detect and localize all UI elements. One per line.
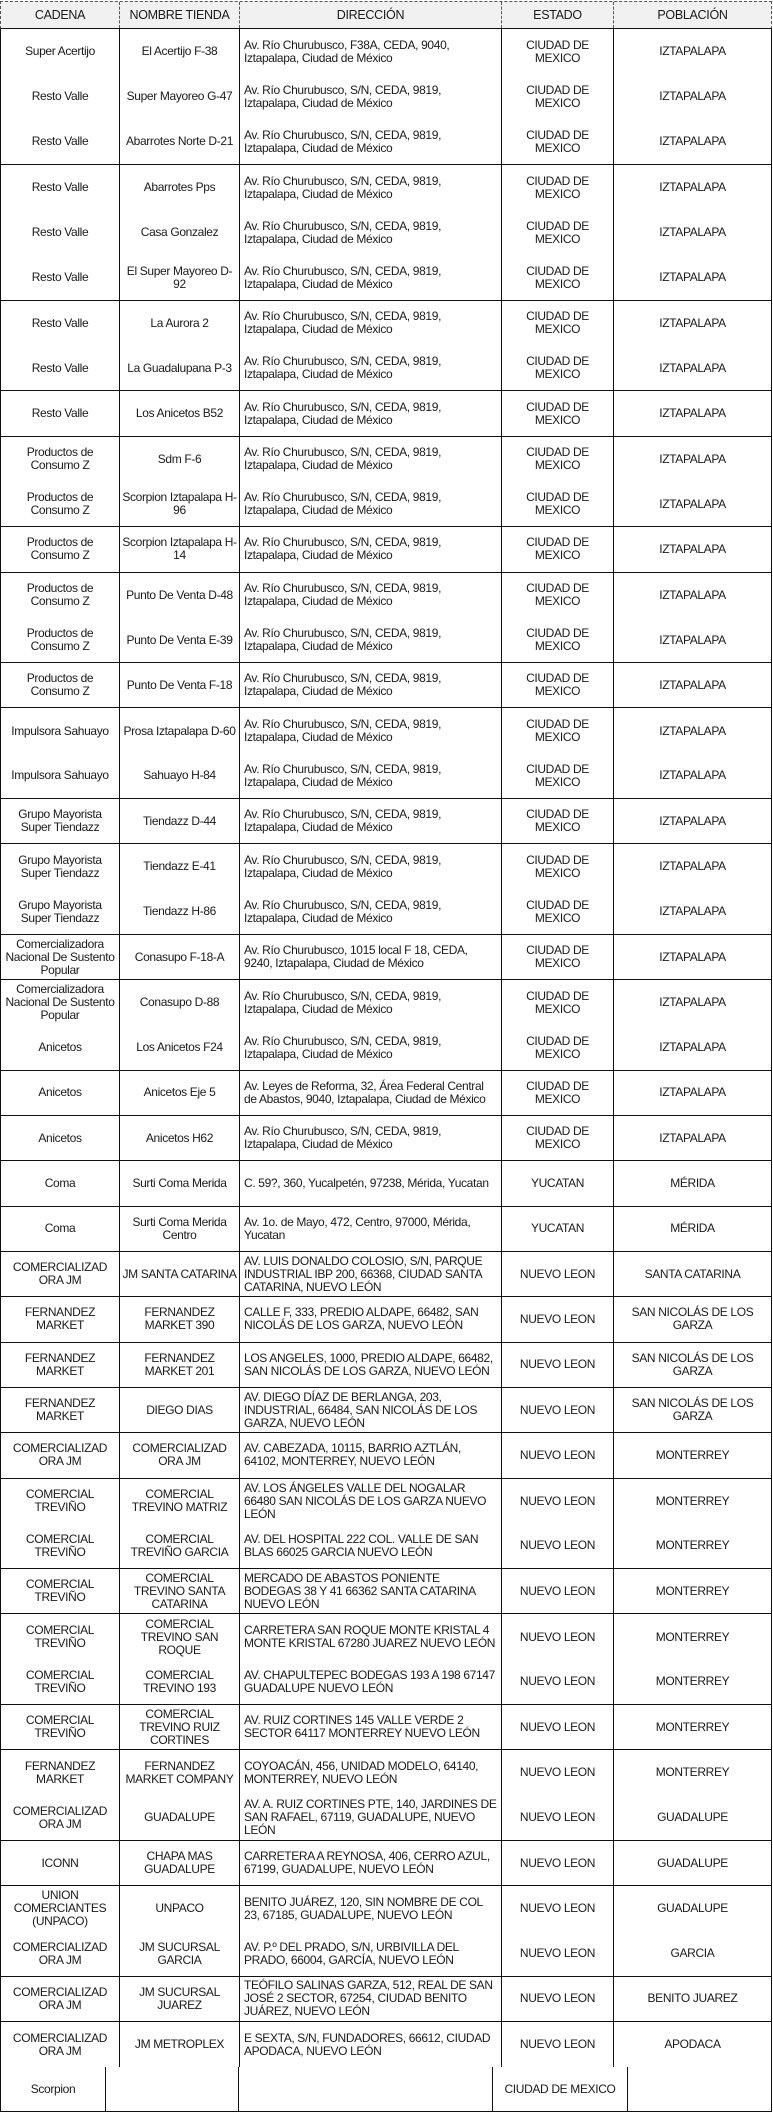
cell-estado: CIUDAD DE MEXICO <box>502 1026 614 1070</box>
cell-estado: CIUDAD DE MEXICO <box>502 573 614 618</box>
cell-estado: CIUDAD DE MEXICO <box>502 74 614 119</box>
cell-poblacion: MONTERREY <box>655 1583 730 1598</box>
cell-tienda: COMERCIALIZAD ORA JM <box>120 1433 240 1477</box>
cell-direccion: Av. Río Churubusco, S/N, CEDA, 9819, Iztapalapa, Ciudad de México <box>240 799 502 843</box>
cell-estado: NUEVO LEON <box>502 1388 614 1432</box>
table-row <box>0 980 772 1025</box>
table-body <box>0 29 772 2067</box>
cell-cadena: Resto Valle <box>1 120 120 164</box>
cell-direccion: Av. Río Churubusco, S/N, CEDA, 9819, Iztapalapa, Ciudad de México <box>240 482 502 526</box>
cell-estado: NUEVO LEON <box>502 1524 614 1568</box>
table-row <box>0 754 772 799</box>
cell-cadena: Anicetos <box>1 1116 120 1160</box>
cell-tienda: Los Anicetos B52 <box>120 391 240 435</box>
cell-direccion: Av. Río Churubusco, S/N, CEDA, 9819, Iztapalapa, Ciudad de México <box>240 1116 502 1160</box>
cell-estado: NUEVO LEON <box>502 1660 614 1704</box>
cell-cadena: Anicetos <box>1 1071 120 1115</box>
table-row <box>0 1116 772 1161</box>
cell-poblacion: IZTAPALAPA <box>659 451 726 466</box>
cell-estado: NUEVO LEON <box>502 1569 614 1613</box>
table-row <box>0 1297 772 1342</box>
cell-estado: NUEVO LEON <box>502 1931 614 1975</box>
cell-estado: CIUDAD DE MEXICO <box>502 29 614 74</box>
cell-direccion: Av. Río Churubusco, S/N, CEDA, 9819, Iztapalapa, Ciudad de México <box>240 754 502 798</box>
header-poblacion: POBLACIÓN <box>657 8 728 22</box>
cell-poblacion: GARCIA <box>670 1946 715 1961</box>
table-row <box>0 1161 772 1206</box>
cell-tienda: FERNANDEZ MARKET 390 <box>120 1297 240 1341</box>
cell-poblacion: MONTERREY <box>655 1674 730 1689</box>
cell-estado: CIUDAD DE MEXICO <box>502 437 614 482</box>
cell-cadena: FERNANDEZ MARKET <box>1 1388 120 1432</box>
cell-estado: NUEVO LEON <box>502 1886 614 1931</box>
cell-poblacion: IZTAPALAPA <box>659 859 726 874</box>
cell-poblacion: IZTAPALAPA <box>659 496 726 511</box>
cell-tienda: Sdm F-6 <box>120 437 240 482</box>
table-row-last <box>0 2067 772 2112</box>
cell-tienda: Sahuayo H-84 <box>120 754 240 798</box>
cell-tienda: Anicetos Eje 5 <box>120 1071 240 1115</box>
cell-tienda: FERNANDEZ MARKET COMPANY <box>120 1750 240 1795</box>
table-row <box>0 799 772 844</box>
cell-poblacion: GUADALUPE <box>657 1901 728 1916</box>
table-row <box>0 1524 772 1569</box>
table-row <box>0 1660 772 1705</box>
stores-table <box>0 1 772 2112</box>
table-row <box>0 1750 772 1795</box>
cell-poblacion: IZTAPALAPA <box>659 89 726 104</box>
table-row <box>0 2022 772 2067</box>
cell-cadena: COMERCIAL TREVIÑO <box>1 1660 120 1704</box>
table-row <box>0 346 772 391</box>
table-row <box>0 1026 772 1071</box>
cell-poblacion: MÉRIDA <box>670 1176 715 1191</box>
cell-cadena: COMERCIALIZAD ORA JM <box>1 1931 120 1975</box>
cell-tienda: JM METROPLEX <box>120 2022 240 2067</box>
cell-poblacion: IZTAPALAPA <box>659 632 726 647</box>
cell-poblacion: BENITO JUAREZ <box>647 1991 738 2006</box>
cell-tienda: UNPACO <box>120 1886 240 1931</box>
header-estado: ESTADO <box>502 2 614 28</box>
cell-direccion: Av. Río Churubusco, S/N, CEDA, 9819, Iztapalapa, Ciudad de México <box>240 844 502 889</box>
table-row <box>0 663 772 708</box>
cell-tienda: Abarrotes Norte D-21 <box>120 120 240 164</box>
cell-poblacion: IZTAPALAPA <box>659 541 726 556</box>
cell-cadena: Productos de Consumo Z <box>1 618 120 662</box>
cell-direccion: Av. Río Churubusco, S/N, CEDA, 9819, Iztapalapa, Ciudad de México <box>240 1026 502 1070</box>
cell-estado: CIUDAD DE MEXICO <box>502 482 614 526</box>
cell-tienda: Tiendazz E-41 <box>120 844 240 889</box>
table-row <box>0 573 772 618</box>
table-row <box>0 301 772 346</box>
cell-estado: CIUDAD DE MEXICO <box>502 754 614 798</box>
cell-direccion: Av. Río Churubusco, S/N, CEDA, 9819, Iztapalapa, Ciudad de México <box>240 663 502 707</box>
cell-direccion: AV. A. RUIZ CORTINES PTE, 140, JARDINES DE SAN RAFAEL, 67119, GUADALUPE, NUEVO LEÓN <box>240 1796 502 1840</box>
table-row <box>0 1931 772 1976</box>
cell-tienda: COMERCIAL TREVINO SANTA CATARINA <box>120 1569 240 1613</box>
cell-poblacion: MONTERREY <box>655 1765 730 1780</box>
table-row <box>0 1796 772 1841</box>
cell-tienda: Scorpion Iztapalapa H-14 <box>120 527 240 571</box>
cell-tienda: Surti Coma Merida <box>120 1161 240 1205</box>
cell-estado: CIUDAD DE MEXICO <box>502 346 614 390</box>
cell-estado: NUEVO LEON <box>502 1796 614 1840</box>
cell-cadena: COMERCIAL TREVIÑO <box>1 1524 120 1568</box>
cell-cadena: COMERCIAL TREVIÑO <box>1 1705 120 1749</box>
cell-tienda: El Super Mayoreo D-92 <box>120 255 240 299</box>
cell-tienda: JM SUCURSAL GARCIA <box>120 1931 240 1975</box>
cell-tienda: La Guadalupana P-3 <box>120 346 240 390</box>
cell-cadena: Productos de Consumo Z <box>1 663 120 707</box>
cell-direccion: AV. DEL HOSPITAL 222 COL. VALLE DE SAN BLAS 66025 GARCIA NUEVO LEÓN <box>240 1524 502 1568</box>
cell-direccion: Av. Río Churubusco, S/N, CEDA, 9819, Iztapalapa, Ciudad de México <box>240 618 502 662</box>
cell-poblacion: IZTAPALAPA <box>659 587 726 602</box>
table-row <box>0 437 772 482</box>
cell-cadena: Coma <box>1 1161 120 1205</box>
cell-direccion: Av. Río Churubusco, 1015 local F 18, CEDA, 9240, Iztapalapa, Ciudad de México <box>240 935 502 979</box>
cell-estado: NUEVO LEON <box>502 1479 614 1524</box>
cell-poblacion: SAN NICOLÁS DE LOS GARZA <box>631 1305 754 1333</box>
cell-estado: CIUDAD DE MEXICO <box>502 301 614 346</box>
cell-cadena: Comercializadora Nacional De Sustento Popular <box>1 935 120 979</box>
table-row <box>0 1614 772 1659</box>
cell-estado: CIUDAD DE MEXICO <box>502 255 614 299</box>
cell-cadena: COMERCIALIZAD ORA JM <box>1 1433 120 1477</box>
table-row <box>0 527 772 572</box>
cell-cadena: COMERCIAL TREVIÑO <box>1 1479 120 1524</box>
cell-poblacion: MONTERREY <box>655 1719 730 1734</box>
cell-estado: CIUDAD DE MEXICO <box>502 527 614 571</box>
cell-cadena: COMERCIALIZAD ORA JM <box>1 1977 120 2021</box>
cell-cadena: COMERCIALIZAD ORA JM <box>1 1252 120 1296</box>
header-nombre-tienda: NOMBRE TIENDA <box>120 2 240 28</box>
cell-tienda: Super Mayoreo G-47 <box>120 74 240 119</box>
cell-poblacion: IZTAPALAPA <box>659 225 726 240</box>
cell-cadena: Impulsora Sahuayo <box>1 754 120 798</box>
cell-tienda: COMERCIAL TREVINO RUIZ CORTINES <box>120 1705 240 1749</box>
cell-poblacion: IZTAPALAPA <box>659 134 726 149</box>
table-row <box>0 165 772 210</box>
cell-poblacion: IZTAPALAPA <box>659 904 726 919</box>
cell-tienda: Punto De Venta F-18 <box>120 663 240 707</box>
table-row <box>0 935 772 980</box>
cell-estado: CIUDAD DE MEXICO <box>502 708 614 753</box>
cell-estado: NUEVO LEON <box>502 1614 614 1659</box>
cell-direccion: Av. 1o. de Mayo, 472, Centro, 97000, Mérida, Yucatan <box>240 1207 502 1251</box>
table-row <box>0 618 772 663</box>
cell-cadena: Resto Valle <box>1 301 120 346</box>
cell-estado: NUEVO LEON <box>502 1297 614 1341</box>
cell-estado: CIUDAD DE MEXICO <box>502 980 614 1025</box>
cell-cadena: COMERCIALIZAD ORA JM <box>1 1796 120 1840</box>
cell-poblacion: MONTERREY <box>655 1447 730 1462</box>
cell-direccion: Av. Río Churubusco, S/N, CEDA, 9819, Iztapalapa, Ciudad de México <box>240 120 502 164</box>
cell-direccion: Av. Río Churubusco, S/N, CEDA, 9819, Iztapalapa, Ciudad de México <box>240 255 502 299</box>
cell-estado: NUEVO LEON <box>502 1750 614 1795</box>
cell-direccion: LOS ANGELES, 1000, PREDIO ALDAPE, 66482, SAN NICOLÁS DE LOS GARZA, NUEVO LEÓN <box>240 1343 502 1387</box>
table-row <box>0 1207 772 1252</box>
table-row <box>0 1388 772 1433</box>
cell-poblacion: SANTA CATARINA <box>644 1266 741 1281</box>
table-row <box>0 890 772 935</box>
cell-poblacion: IZTAPALAPA <box>659 813 726 828</box>
cell-estado: CIUDAD DE MEXICO <box>493 2067 628 2111</box>
cell-direccion: MERCADO DE ABASTOS PONIENTE BODEGAS 38 Y 41 66362 SANTA CATARINA NUEVO LEÓN <box>240 1569 502 1613</box>
cell-tienda: COMERCIAL TREVIÑO GARCIA <box>120 1524 240 1568</box>
cell-tienda: El Acertijo F-38 <box>120 29 240 74</box>
cell-tienda: Punto De Venta D-48 <box>120 573 240 618</box>
cell-estado: NUEVO LEON <box>502 1977 614 2021</box>
cell-tienda <box>106 2067 239 2111</box>
table-row <box>0 29 772 74</box>
cell-direccion: AV. P.º DEL PRADO, S/N, URBIVILLA DEL PRADO, 66004, GARCÍA, NUEVO LEÓN <box>240 1931 502 1975</box>
cell-poblacion: IZTAPALAPA <box>659 180 726 195</box>
cell-cadena: Comercializadora Nacional De Sustento Popular <box>1 980 120 1025</box>
cell-direccion: Av. Leyes de Reforma, 32, Área Federal Central de Abastos, 9040, Iztapalapa, Ciudad de México <box>240 1071 502 1115</box>
cell-estado: CIUDAD DE MEXICO <box>502 1071 614 1115</box>
cell-direccion: Av. Río Churubusco, S/N, CEDA, 9819, Iztapalapa, Ciudad de México <box>240 165 502 210</box>
cell-tienda: Prosa Iztapalapa D-60 <box>120 708 240 753</box>
cell-poblacion: IZTAPALAPA <box>659 949 726 964</box>
cell-cadena: COMERCIAL TREVIÑO <box>1 1569 120 1613</box>
table-row <box>0 1252 772 1297</box>
table-row <box>0 844 772 889</box>
cell-cadena: COMERCIALIZAD ORA JM <box>1 2022 120 2067</box>
cell-cadena: Anicetos <box>1 1026 120 1070</box>
cell-poblacion: MONTERREY <box>655 1538 730 1553</box>
table-header <box>0 1 772 29</box>
cell-tienda: COMERCIAL TREVINO MATRIZ <box>120 1479 240 1524</box>
cell-poblacion: MONTERREY <box>655 1493 730 1508</box>
cell-direccion: Av. Río Churubusco, S/N, CEDA, 9819, Iztapalapa, Ciudad de México <box>240 437 502 482</box>
cell-poblacion: IZTAPALAPA <box>659 360 726 375</box>
cell-direccion: Av. Río Churubusco, S/N, CEDA, 9819, Iztapalapa, Ciudad de México <box>240 708 502 753</box>
table-row <box>0 120 772 165</box>
cell-tienda: JM SUCURSAL JUAREZ <box>120 1977 240 2021</box>
cell-tienda: GUADALUPE <box>120 1796 240 1840</box>
cell-direccion: Av. Río Churubusco, S/N, CEDA, 9819, Iztapalapa, Ciudad de México <box>240 301 502 346</box>
cell-tienda: CHAPA MAS GUADALUPE <box>120 1841 240 1885</box>
cell-direccion: AV. CABEZADA, 10115, BARRIO AZTLÁN, 64102, MONTERREY, NUEVO LEÓN <box>240 1433 502 1477</box>
cell-tienda: JM SANTA CATARINA <box>120 1252 240 1296</box>
table-row <box>0 1479 772 1524</box>
cell-direccion: Av. Río Churubusco, S/N, CEDA, 9819, Iztapalapa, Ciudad de México <box>240 890 502 934</box>
cell-direccion: C. 59?, 360, Yucalpetén, 97238, Mérida, Yucatan <box>240 1161 502 1205</box>
table-row <box>0 1841 772 1886</box>
cell-direccion: CARRETERA SAN ROQUE MONTE KRISTAL 4 MONTE KRISTAL 67280 JUAREZ NUEVO LEÓN <box>240 1614 502 1659</box>
cell-poblacion: IZTAPALAPA <box>659 768 726 783</box>
cell-poblacion: IZTAPALAPA <box>659 1130 726 1145</box>
cell-estado: CIUDAD DE MEXICO <box>502 165 614 210</box>
cell-direccion: CALLE F, 333, PREDIO ALDAPE, 66482, SAN NICOLÁS DE LOS GARZA, NUEVO LEÓN <box>240 1297 502 1341</box>
cell-cadena: Productos de Consumo Z <box>1 482 120 526</box>
cell-tienda: Conasupo F-18-A <box>120 935 240 979</box>
cell-estado: CIUDAD DE MEXICO <box>502 120 614 164</box>
cell-poblacion: IZTAPALAPA <box>659 406 726 421</box>
cell-cadena: COMERCIAL TREVIÑO <box>1 1614 120 1659</box>
table-row <box>0 1569 772 1614</box>
cell-direccion: Av. Río Churubusco, S/N, CEDA, 9819, Iztapalapa, Ciudad de México <box>240 527 502 571</box>
cell-direccion: E SEXTA, S/N, FUNDADORES, 66612, CIUDAD APODACA, NUEVO LEÓN <box>240 2022 502 2067</box>
cell-cadena: Grupo Mayorista Super Tiendazz <box>1 890 120 934</box>
cell-tienda: Abarrotes Pps <box>120 165 240 210</box>
cell-cadena: Scorpion <box>1 2067 106 2111</box>
cell-poblacion: IZTAPALAPA <box>659 723 726 738</box>
cell-cadena: Productos de Consumo Z <box>1 527 120 571</box>
cell-cadena: Resto Valle <box>1 255 120 299</box>
cell-cadena: Resto Valle <box>1 346 120 390</box>
cell-direccion: BENITO JUÁREZ, 120, SIN NOMBRE DE COL 23, 67185, GUADALUPE, NUEVO LEÓN <box>240 1886 502 1931</box>
cell-cadena: Resto Valle <box>1 165 120 210</box>
table-row <box>0 1705 772 1750</box>
table-row <box>0 74 772 119</box>
cell-estado: CIUDAD DE MEXICO <box>502 844 614 889</box>
cell-tienda: Anicetos H62 <box>120 1116 240 1160</box>
cell-estado: CIUDAD DE MEXICO <box>502 799 614 843</box>
cell-direccion <box>239 2067 493 2111</box>
cell-poblacion: IZTAPALAPA <box>659 270 726 285</box>
table-row <box>0 391 772 436</box>
cell-cadena: FERNANDEZ MARKET <box>1 1343 120 1387</box>
cell-cadena: Resto Valle <box>1 74 120 119</box>
cell-poblacion: IZTAPALAPA <box>659 677 726 692</box>
cell-poblacion: IZTAPALAPA <box>659 44 726 59</box>
cell-cadena: ICONN <box>1 1841 120 1885</box>
cell-estado: CIUDAD DE MEXICO <box>502 663 614 707</box>
cell-direccion: Av. Río Churubusco, S/N, CEDA, 9819, Iztapalapa, Ciudad de México <box>240 573 502 618</box>
cell-tienda: Surti Coma Merida Centro <box>120 1207 240 1251</box>
cell-cadena: Grupo Mayorista Super Tiendazz <box>1 844 120 889</box>
cell-cadena: FERNANDEZ MARKET <box>1 1750 120 1795</box>
cell-tienda: Tiendazz H-86 <box>120 890 240 934</box>
cell-poblacion: GUADALUPE <box>657 1855 728 1870</box>
cell-poblacion: SAN NICOLÁS DE LOS GARZA <box>631 1396 754 1424</box>
header-direccion: DIRECCIÓN <box>240 2 502 28</box>
cell-tienda: La Aurora 2 <box>120 301 240 346</box>
cell-tienda: Tiendazz D-44 <box>120 799 240 843</box>
cell-direccion: Av. Río Churubusco, S/N, CEDA, 9819, Iztapalapa, Ciudad de México <box>240 346 502 390</box>
cell-tienda: Los Anicetos F24 <box>120 1026 240 1070</box>
cell-tienda: Punto De Venta E-39 <box>120 618 240 662</box>
cell-estado: NUEVO LEON <box>502 1841 614 1885</box>
cell-direccion: AV. RUIZ CORTINES 145 VALLE VERDE 2 SECTOR 64117 MONTERREY NUEVO LEÓN <box>240 1705 502 1749</box>
cell-poblacion: APODACA <box>664 2037 721 2052</box>
cell-estado: YUCATAN <box>502 1207 614 1251</box>
cell-direccion: Av. Río Churubusco, S/N, CEDA, 9819, Iztapalapa, Ciudad de México <box>240 74 502 119</box>
cell-estado: NUEVO LEON <box>502 2022 614 2067</box>
table-row <box>0 210 772 255</box>
cell-estado: CIUDAD DE MEXICO <box>502 1116 614 1160</box>
cell-poblacion: GUADALUPE <box>657 1810 728 1825</box>
cell-direccion: AV. LOS ÁNGELES VALLE DEL NOGALAR 66480 SAN NICOLÁS DE LOS GARZA NUEVO LEÓN <box>240 1479 502 1524</box>
cell-cadena: Productos de Consumo Z <box>1 437 120 482</box>
cell-estado: YUCATAN <box>502 1161 614 1205</box>
cell-poblacion <box>628 2067 771 2111</box>
cell-direccion: COYOACÁN, 456, UNIDAD MODELO, 64140, MONTERREY, NUEVO LEÓN <box>240 1750 502 1795</box>
table-row <box>0 1071 772 1116</box>
cell-estado: NUEVO LEON <box>502 1252 614 1296</box>
cell-estado: CIUDAD DE MEXICO <box>502 890 614 934</box>
header-cadena: CADENA <box>1 2 120 28</box>
table-row <box>0 1433 772 1478</box>
cell-cadena: UNION COMERCIANTES (UNPACO) <box>1 1886 120 1931</box>
cell-estado: NUEVO LEON <box>502 1343 614 1387</box>
cell-poblacion: MÉRIDA <box>670 1221 715 1236</box>
cell-estado: CIUDAD DE MEXICO <box>502 935 614 979</box>
cell-estado: NUEVO LEON <box>502 1705 614 1749</box>
cell-estado: NUEVO LEON <box>502 1433 614 1477</box>
cell-cadena: Coma <box>1 1207 120 1251</box>
cell-tienda: Casa Gonzalez <box>120 210 240 255</box>
cell-tienda: COMERCIAL TREVINO 193 <box>120 1660 240 1704</box>
cell-tienda: FERNANDEZ MARKET 201 <box>120 1343 240 1387</box>
cell-tienda: Scorpion Iztapalapa H-96 <box>120 482 240 526</box>
cell-direccion: AV. DIEGO DÍAZ DE BERLANGA, 203, INDUSTRIAL, 66484, SAN NICOLÁS DE LOS GARZA, NUEVO LEÓN <box>240 1388 502 1432</box>
table-row <box>0 708 772 753</box>
cell-cadena: Resto Valle <box>1 210 120 255</box>
cell-direccion: Av. Río Churubusco, S/N, CEDA, 9819, Iztapalapa, Ciudad de México <box>240 980 502 1025</box>
cell-direccion: AV. CHAPULTEPEC BODEGAS 193 A 198 67147 GUADALUPE NUEVO LEÓN <box>240 1660 502 1704</box>
cell-tienda: COMERCIAL TREVINO SAN ROQUE <box>120 1614 240 1659</box>
cell-poblacion: MONTERREY <box>655 1629 730 1644</box>
cell-poblacion: IZTAPALAPA <box>659 1085 726 1100</box>
cell-poblacion: IZTAPALAPA <box>659 1040 726 1055</box>
cell-cadena: Productos de Consumo Z <box>1 573 120 618</box>
cell-direccion: Av. Río Churubusco, S/N, CEDA, 9819, Iztapalapa, Ciudad de México <box>240 391 502 435</box>
cell-estado: CIUDAD DE MEXICO <box>502 391 614 435</box>
cell-estado: CIUDAD DE MEXICO <box>502 210 614 255</box>
cell-cadena: Grupo Mayorista Super Tiendazz <box>1 799 120 843</box>
table-row <box>0 1343 772 1388</box>
table-row <box>0 1977 772 2022</box>
cell-cadena: Impulsora Sahuayo <box>1 708 120 753</box>
cell-direccion: Av. Río Churubusco, S/N, CEDA, 9819, Iztapalapa, Ciudad de México <box>240 210 502 255</box>
cell-tienda: DIEGO DIAS <box>120 1388 240 1432</box>
cell-cadena: Resto Valle <box>1 391 120 435</box>
cell-poblacion: IZTAPALAPA <box>659 995 726 1010</box>
cell-cadena: FERNANDEZ MARKET <box>1 1297 120 1341</box>
table-row <box>0 1886 772 1931</box>
table-row <box>0 255 772 300</box>
cell-direccion: TEÓFILO SALINAS GARZA, 512, REAL DE SAN JOSÉ 2 SECTOR, 67254, CIUDAD BENITO JUÁREZ, NUEVO LEÓN <box>240 1977 502 2021</box>
cell-direccion: CARRETERA A REYNOSA, 406, CERRO AZUL, 67199, GUADALUPE, NUEVO LEÓN <box>240 1841 502 1885</box>
cell-direccion: AV. LUIS DONALDO COLOSIO, S/N, PARQUE INDUSTRIAL IBP 200, 66368, CIUDAD SANTA CATARINA, NUEVO LEÓN <box>240 1252 502 1296</box>
table-row <box>0 482 772 527</box>
cell-estado: CIUDAD DE MEXICO <box>502 618 614 662</box>
cell-poblacion: SAN NICOLÁS DE LOS GARZA <box>631 1350 754 1378</box>
cell-poblacion: IZTAPALAPA <box>659 315 726 330</box>
cell-direccion: Av. Río Churubusco, F38A, CEDA, 9040, Iztapalapa, Ciudad de México <box>240 29 502 74</box>
cell-tienda: Conasupo D-88 <box>120 980 240 1025</box>
cell-cadena: Super Acertijo <box>1 29 120 74</box>
